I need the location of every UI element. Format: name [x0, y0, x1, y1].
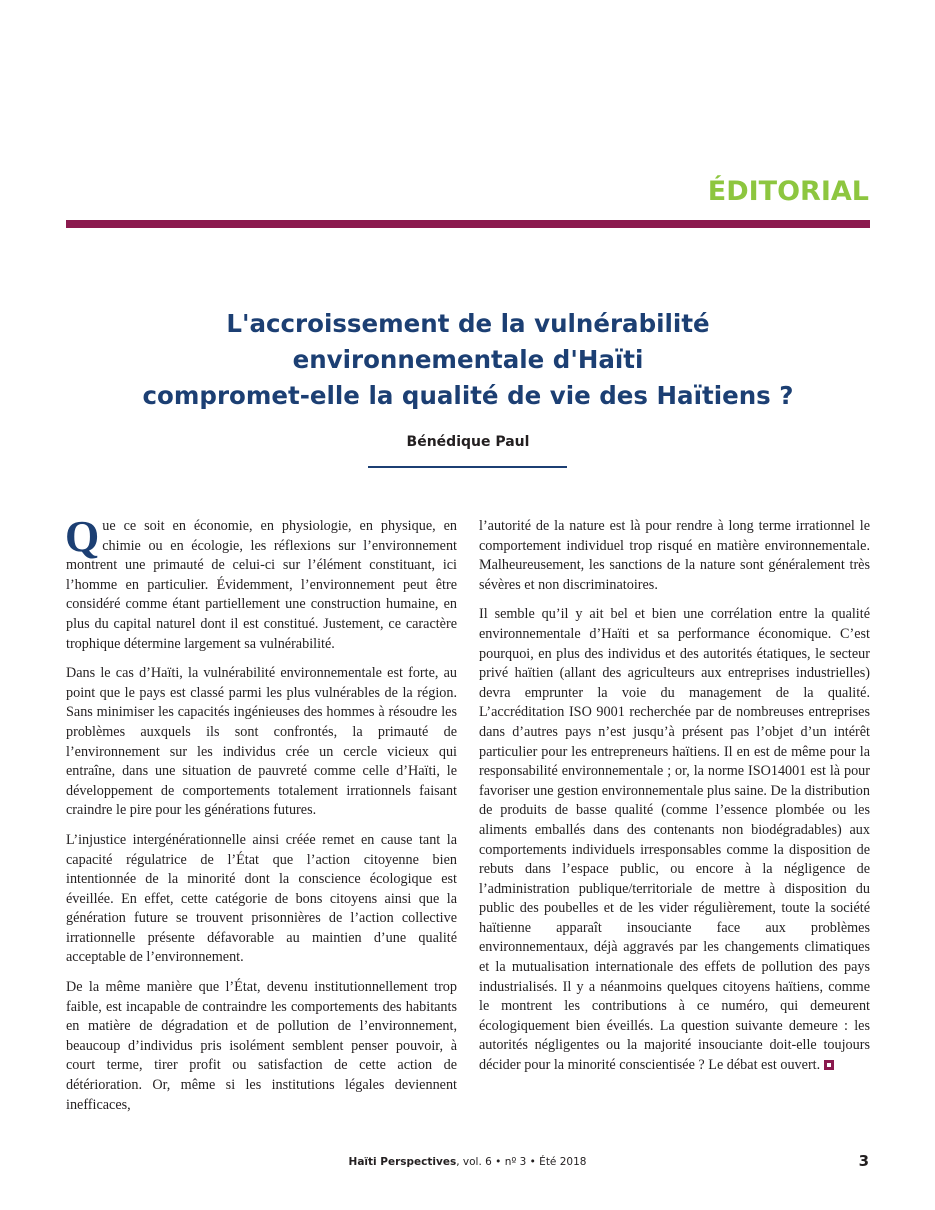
section-label: ÉDITORIAL — [707, 176, 869, 207]
article-title — [66, 306, 870, 414]
dropcap: Q — [65, 512, 100, 561]
end-of-article-square-icon — [824, 1060, 834, 1070]
paragraph — [479, 605, 870, 1075]
author-rule — [368, 466, 567, 468]
paragraph: De la même manière que l’État, devenu institutionnellement trop faible, est incapable de contraindre les comportements des habitants en matière de dégradation et de pollution de l’environnement, beaucoup d’individus pris isolément semblent penser pouvoir, à court terme, tirer profit ou satisfaction de cette action de détérioration. Or, même si les institutions légales deviennent inefficaces, — [66, 979, 457, 1113]
journal-name: Haïti Perspectives — [348, 1156, 457, 1168]
paragraph: L’injustice intergénérationnelle ainsi créée remet en cause tant la capacité régulatrice de l’État que l’action citoyenne bien intentionnée de la minorité dont la conscience écologique est éveillée. En effet, cette catégorie de bons citoyens ainsi que la génération future se trouvent prisonnières de l’action collective irrationnelle présente défavorable au maintien d’une qualité acceptable de l’environnement. — [66, 831, 457, 966]
page-footer — [0, 1156, 935, 1168]
paragraph: l’autorité de la nature est là pour rendre à long terme irrationnel le comportement individuel trop risqué en matière environnementale. Malheureusement, les sanctions de la nature sont généralement très sévères et non discriminatoires. — [479, 518, 870, 593]
page-number: 3 — [858, 1152, 869, 1170]
paragraph-text: Il semble qu’il y ait bel et bien une corrélation entre la qualité environnementale d’Haïti et sa performance économique. C’est pourquoi, en plus des individus et des autorités étatiques, le secteur privé haïtien (allant des agriculteurs aux entreprises industrielles) devra emprunter la voie du management de la qualité. L’accréditation ISO 9001 recherchée par de nombreuses entreprises dans d’autres pays n’est jusqu’à présent pas l’objet d’un intérêt particulier pour les entrepreneurs haïtiens. Il en est de même pour la responsabilité environnementale ; or, la norme ISO14001 est là pour favoriser une gestion environnementale plus saine. De la distribution de produits de basse qualité (comme l’essence plombée ou les aliments emballés dans des contenants non biodégradables) aux comportements individuels irresponsables comme la disposition de rebuts dans l’espace public, ou encore à la négligence de l’administration publique/territoriale de mettre à disposition du public des poubelles et de les vider régulièrement, toute la société haïtienne apparaît insouciante face aux problèmes environnementaux, déjà aggravés par les changements climatiques et la mutualisation internationale des effets de pollution des pays industrialisés. Il y a néanmoins quelques citoyens haïtiens, comme le montrent les contributions à ce numéro, qui demeurent écologiquement bien éveillés. La question suivante demeure : les autorités négligentes ou la majorité insouciante doit-elle toujours décider pour la minorité conscientisée ? Le débat est ouvert. — [479, 606, 870, 1074]
title-line: compromet-elle la qualité de vie des Haïtiens ? — [142, 381, 794, 410]
title-line: environnementale d'Haïti — [292, 345, 644, 374]
paragraph: Dans le cas d’Haïti, la vulnérabilité environnementale est forte, au point que le pays est classé parmi les plus vulnérables de la région. Sans minimiser les capacités ingénieuses des hommes à résoudre les problèmes auxquels ils sont confrontés, la primauté de l’environnement sur les individus crée un cercle vicieux qui entraîne, dans une situation de pauvreté comme celle d’Haïti, le développement de comportements totalement irrationnels faisant craindre le pire pour les générations futures. — [66, 665, 457, 819]
header-rule — [66, 220, 870, 228]
issue-info: , vol. 6 • nº 3 • Été 2018 — [456, 1156, 587, 1168]
right-column — [479, 517, 870, 1086]
title-line: L'accroissement de la vulnérabilité — [226, 309, 710, 338]
paragraph — [65, 512, 457, 654]
paragraph-text: ue ce soit en économie, en physiologie, en physique, en chimie ou en écologie, les réflexions sur l’environnement montrent une primauté de celui-ci sur l’élément constituant, ici l’homme en particulier. Évidemment, l’environnement peut être considéré comme étant partiellement une construction humaine, en plus du capital naturel dont il est constitué. Justement, ce caractère trophique détermine largement sa vulnérabilité. — [66, 518, 457, 652]
author-name: Bénédique Paul — [406, 434, 530, 450]
left-column — [65, 512, 457, 1125]
